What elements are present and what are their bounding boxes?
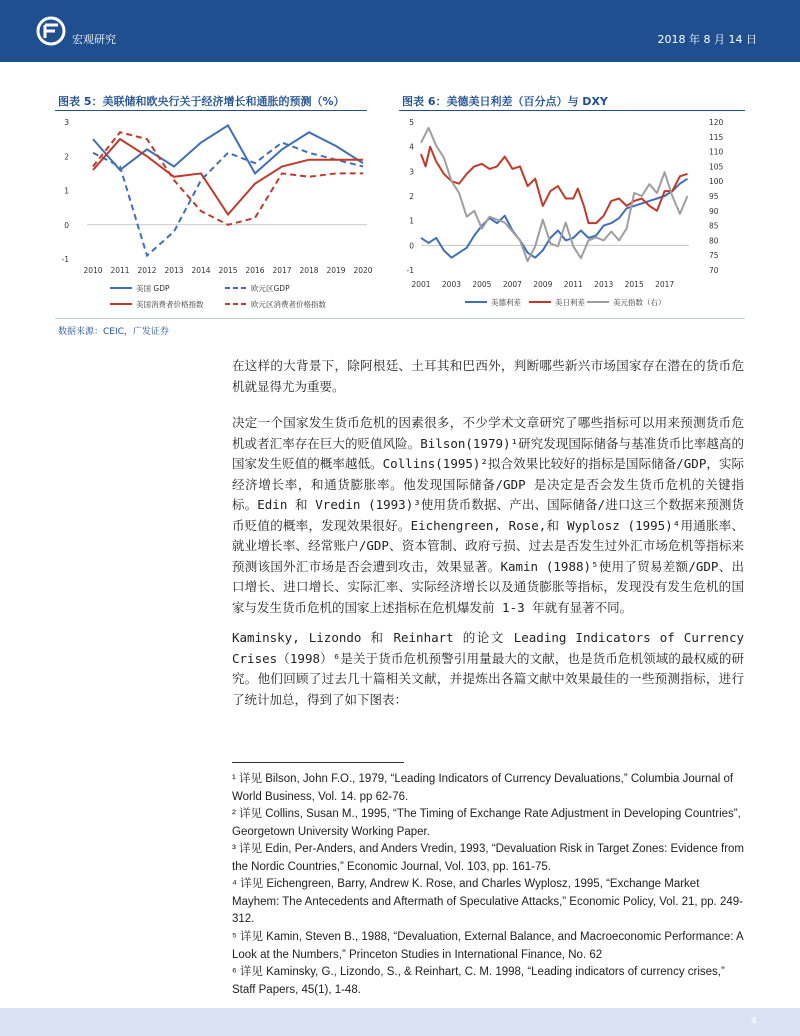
footnote-4: ⁴ 详见 Eichengreen, Barry, Andrew K. Rose, and Charles Wyplosz, 1995, “Exchange Market Mayhem: The Antecedents and Aftermath of Speculative Attacks,” Economic Policy, Vol. 21, pp. 249-312. (232, 878, 743, 925)
chart6-figure (399, 112, 745, 317)
y-tick-label: 2 (64, 152, 69, 162)
y-tick-label: 1 (64, 186, 69, 196)
report-date: 2018 年 8 月 14 日 (657, 33, 757, 46)
right-tick-label: 90 (709, 206, 719, 216)
legend-label-0: 美国 GDP (136, 284, 170, 293)
x-tick-label: 2001 (411, 280, 431, 289)
footnote-3: ³ 详见 Edin, Per-Anders, and Anders Vredin, 1993, “Devaluation Risk in Target Zones: Evidence from the Nordic Countries,” Economic Journal, Vol. 103, pp. 161-75. (232, 843, 745, 873)
footnote-2: ² 详见 Collins, Susan M., 1995, “The Timing of Exchange Rate Adjustment in Developing Countries”, Georgetown University Working Paper. (232, 808, 741, 838)
data-source: 数据来源：CEIC，广发证券 (58, 327, 169, 337)
left-tick-label: 5 (409, 118, 414, 127)
series-line-0 (93, 125, 363, 173)
x-tick-label: 2013 (594, 280, 614, 289)
series-line-2 (421, 128, 688, 261)
right-tick-label: 110 (709, 147, 724, 157)
x-tick-label: 2015 (624, 280, 644, 289)
right-tick-label: 70 (709, 266, 719, 275)
chart5-title: 图表 5：美联储和欧央行关于经济增长和通胀的预测（%） (58, 95, 345, 108)
legend-label-1: 美日利差 (555, 298, 585, 307)
footnote-rule (232, 762, 404, 763)
page-header (0, 0, 800, 62)
x-tick-label: 2011 (563, 280, 583, 289)
y-tick-label: 0 (64, 220, 69, 230)
chart5-figure (55, 112, 375, 317)
y-tick-label: -1 (61, 255, 69, 264)
x-tick-label: 2009 (533, 280, 553, 289)
x-tick-label: 2018 (299, 266, 319, 275)
paragraph-3: Kaminsky, Lizondo 和 Reinhart 的论文 Leading Indicators of Currency Crises（1998）⁶是关于货币危机预警引用量最大的文献，也是货币危机领域的最权威的研究。他们回顾了过去几十篇相关文献，并提炼出各篇文献中效果最佳的一些预测指标，进行了统计加总，得到了如下图表： (232, 630, 744, 707)
x-tick-label: 2014 (191, 266, 211, 275)
y-tick-label: 3 (64, 118, 69, 127)
x-tick-label: 2012 (137, 266, 157, 275)
brand-name: 宏观研究 (72, 33, 116, 46)
legend-label-2: 美国消费者价格指数 (136, 300, 204, 309)
paragraph-2: 决定一个国家发生货币危机的因素很多，不少学术文章研究了哪些指标可以用来预测货币危机或者汇率存在巨大的贬值风险。Bilson(1979)¹研究发现国际储备与基准货币比率越高的国家发生贬值的概率越低。Collins(1995)²拟合效果比较好的指标是国际储备/GDP，实际经济增长率，和通货膨胀率。他发现国际储备/GDP 是决定是否会发生货币危机的关键指标。Edin 和 Vredin (1993)³使用货币数据、产出、国际储备/进口这三个数据来预测货币贬值的概率，发现效果很好。Eichengreen, Rose,和 Wyplosz (1995)⁴用通胀率、就业增长率、经常账户/GDP、资本管制、政府亏损、过去是否发生过外汇市场危机等指标来预测该国外汇市场是否会遭到攻击，效果显著。Kamin (1988)⁵使用了贸易差额/GDP、出口增长、进口增长、实际汇率、实际经济增长以及通货膨胀等指标，发现没有发生危机的国家与发生货币危机的国家上述指标在危机爆发前 1-3 年就有显著不同。 (232, 415, 744, 615)
right-tick-label: 80 (709, 236, 719, 246)
left-tick-label: -1 (406, 266, 414, 275)
series-line-2 (93, 139, 363, 214)
right-tick-label: 100 (709, 177, 724, 187)
x-tick-label: 2013 (164, 266, 184, 275)
x-tick-label: 2003 (441, 280, 462, 289)
paragraph-1: 在这样的大背景下，除阿根廷、土耳其和巴西外，判断哪些新兴市场国家存在潜在的货币危机就显得尤为重要。 (232, 358, 744, 394)
legend-label-3: 欧元区消费者价格指数 (251, 300, 326, 309)
legend-label-1: 欧元区GDP (251, 284, 290, 293)
right-tick-label: 75 (709, 251, 719, 261)
chart6-title: 图表 6：美德美日利差（百分点）与 DXY (402, 95, 608, 108)
x-tick-label: 2015 (218, 266, 238, 275)
x-tick-label: 2017 (272, 266, 292, 275)
footer-band (0, 1008, 800, 1036)
series-line-1 (421, 147, 688, 223)
legend-label-2: 美元指数（右） (613, 298, 666, 307)
chart6-title-rule (399, 110, 745, 111)
right-tick-label: 120 (709, 118, 724, 127)
footnote-5: ⁵ 详见 Kamin, Steven B., 1988, “Devaluation, External Balance, and Macroeconomic Performance: A Look at the Numbers,” Princeton Studies in International Finance, No. 62 (232, 931, 744, 961)
source-rule (55, 318, 745, 319)
chart5-title-rule (55, 110, 367, 111)
legend-label-0: 美德利差 (491, 298, 521, 307)
x-tick-label: 2005 (472, 280, 492, 289)
x-tick-label: 2020 (353, 266, 373, 275)
left-tick-label: 3 (409, 167, 414, 177)
right-tick-label: 105 (709, 162, 724, 172)
x-tick-label: 2017 (655, 280, 675, 289)
gf-logo-icon (36, 16, 66, 46)
page-number: 4 (750, 1016, 757, 1027)
left-tick-label: 1 (409, 216, 414, 226)
series-line-3 (93, 132, 363, 225)
x-tick-label: 2007 (502, 280, 522, 289)
x-tick-label: 2016 (245, 266, 265, 275)
right-tick-label: 85 (709, 221, 719, 231)
footnote-6: ⁶ 详见 Kaminsky, G., Lizondo, S., & Reinhart, C. M. 1998, “Leading indicators of currency crises,” Staff Papers, 45(1), 1-48. (232, 966, 725, 996)
x-tick-label: 2010 (83, 266, 103, 275)
left-tick-label: 0 (409, 241, 414, 251)
left-tick-label: 4 (409, 142, 414, 152)
left-tick-label: 2 (409, 192, 414, 201)
x-tick-label: 2019 (326, 266, 346, 275)
right-tick-label: 95 (709, 192, 719, 201)
footnote-1: ¹ 详见 Bilson, John F.O., 1979, “Leading Indicators of Currency Devaluations,” Columbia Journal of World Business, Vol. 14. pp 62-76. (232, 773, 734, 803)
right-tick-label: 115 (709, 132, 724, 142)
x-tick-label: 2011 (110, 266, 130, 275)
